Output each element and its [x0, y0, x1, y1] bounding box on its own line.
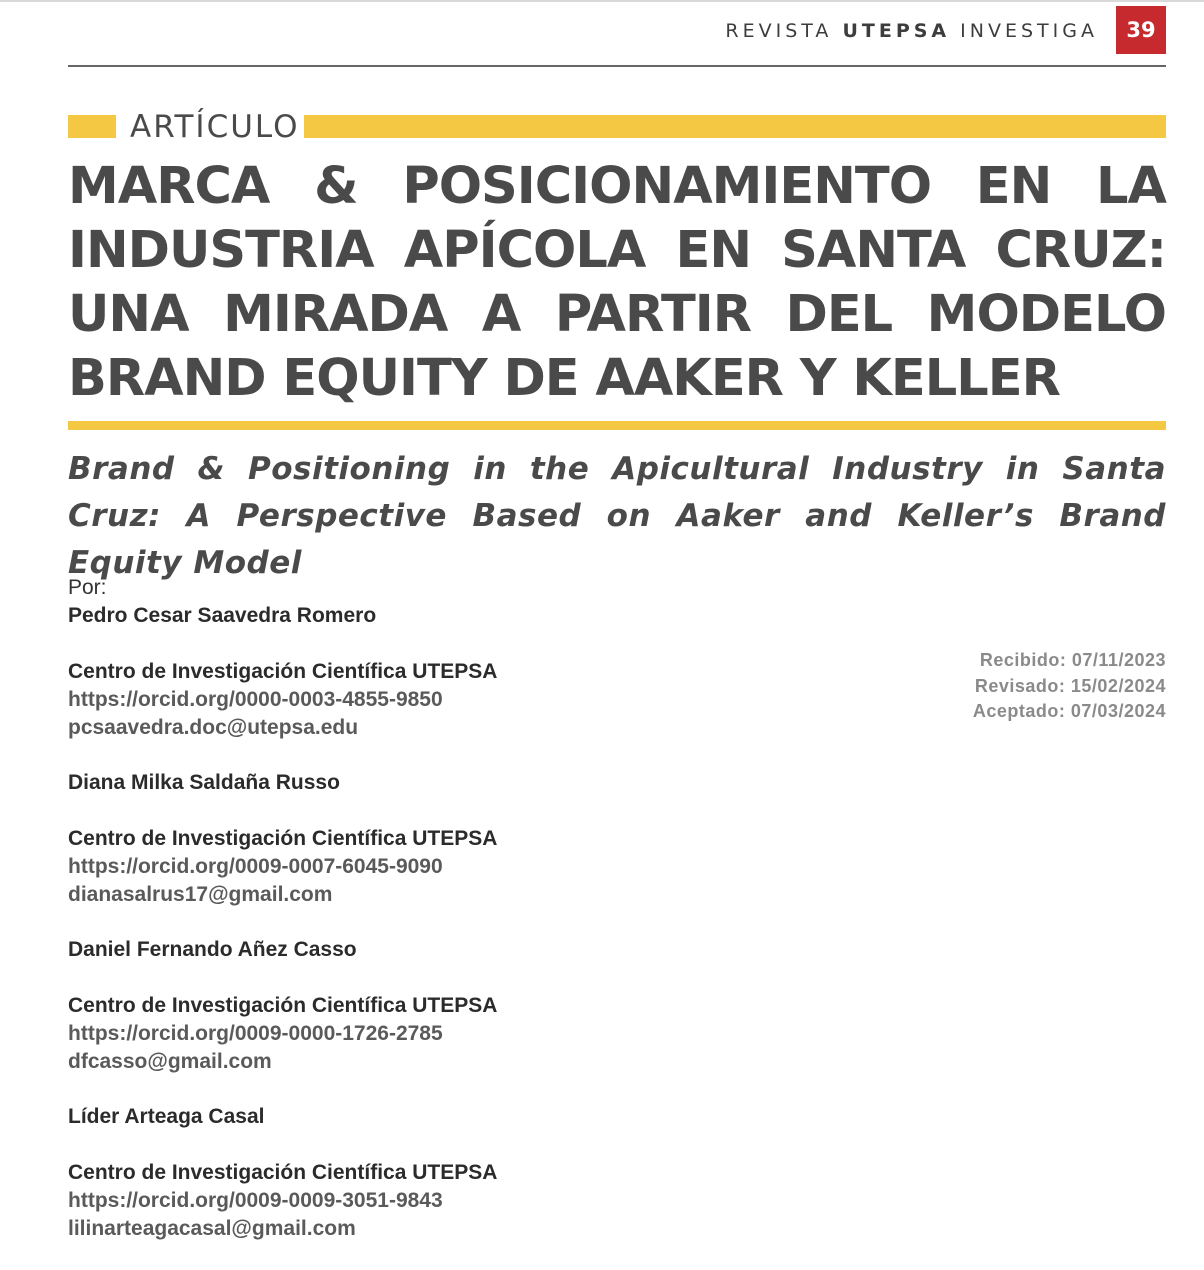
journal-name-prefix: REVISTA: [725, 20, 843, 42]
author-name: Daniel Fernando Añez Casso: [68, 938, 357, 961]
date-accepted: Aceptado: 07/03/2024: [972, 701, 1166, 721]
author-list: [68, 574, 768, 1270]
journal-name: [725, 20, 1098, 42]
header-divider: [68, 65, 1166, 67]
journal-header: [68, 6, 1166, 56]
author-institution: Centro de Investigación Científica UTEPSA: [68, 827, 498, 850]
by-label: Por:: [68, 576, 107, 599]
author-orcid-link[interactable]: https://orcid.org/0009-0007-6045-9090: [68, 855, 443, 878]
author-name: Líder Arteaga Casal: [68, 1105, 265, 1128]
article-title-spanish: MARCA & POSICIONAMIENTO EN LA INDUSTRIA APÍCOLA EN SANTA CRUZ: UNA MIRADA A PARTIR DEL MODELO BRAND EQUITY DE AAKER Y KELLER: [68, 157, 1166, 408]
author-name: Pedro Cesar Saavedra Romero: [68, 604, 377, 627]
author-email-link[interactable]: pcsaavedra.doc@utepsa.edu: [68, 716, 359, 739]
author-orcid-link[interactable]: https://orcid.org/0000-0003-4855-9850: [68, 688, 443, 711]
page-top-border: [0, 0, 1204, 2]
author-institution: Centro de Investigación Científica UTEPSA: [68, 660, 498, 683]
date-revised: Revisado: 15/02/2024: [974, 675, 1166, 696]
author-block: [68, 769, 768, 909]
section-bar-left: [68, 115, 116, 138]
author-block: [68, 602, 768, 742]
author-orcid-link[interactable]: https://orcid.org/0009-0009-3051-9843: [68, 1189, 443, 1212]
section-label-row: [68, 106, 1166, 146]
journal-name-brand: UTEPSA: [842, 20, 951, 42]
author-institution: Centro de Investigación Científica UTEPSA: [68, 994, 498, 1017]
author-block: [68, 1103, 768, 1243]
author-institution: Centro de Investigación Científica UTEPSA: [68, 1161, 498, 1184]
journal-name-suffix: INVESTIGA: [950, 20, 1098, 42]
submission-dates: [973, 648, 1166, 725]
page-number-badge: 39: [1116, 6, 1166, 54]
article-title-english: Brand & Positioning in the Apicultural Industry in Santa Cruz: A Perspective Based on Aaker and Keller’s Brand Equity Model: [68, 451, 1166, 581]
section-bar-right: [304, 115, 1166, 138]
section-label: ARTÍCULO: [130, 109, 300, 145]
author-email-link[interactable]: dfcasso@gmail.com: [68, 1050, 272, 1073]
title-divider: [68, 421, 1166, 430]
author-email-link[interactable]: dianasalrus17@gmail.com: [68, 883, 333, 906]
date-received: Recibido: 07/11/2023: [979, 650, 1166, 670]
author-email-link[interactable]: lilinarteagacasal@gmail.com: [68, 1217, 356, 1240]
author-block: [68, 936, 768, 1076]
author-name: Diana Milka Saldaña Russo: [68, 771, 340, 794]
author-orcid-link[interactable]: https://orcid.org/0009-0000-1726-2785: [68, 1022, 443, 1045]
